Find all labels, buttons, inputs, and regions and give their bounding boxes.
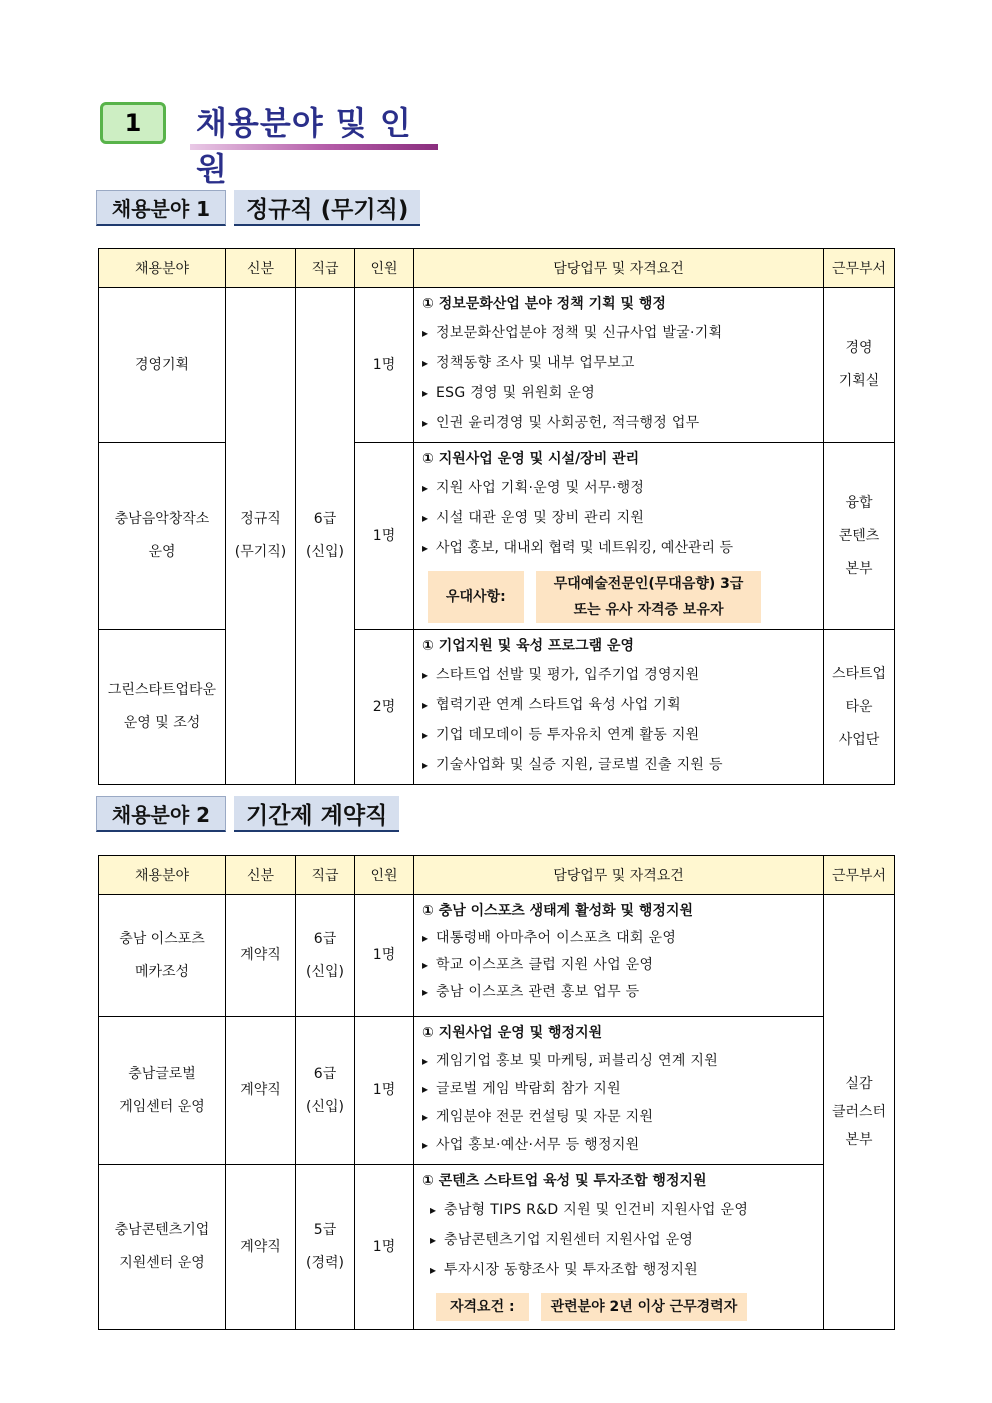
dept-cell: 실감 클러스터 본부 bbox=[824, 895, 895, 1330]
field2-heading bbox=[96, 796, 436, 832]
list-item: ▸ 사업 홍보·예산·서무 등 행정지원 bbox=[422, 1131, 817, 1159]
section-number-badge: 1 bbox=[100, 102, 166, 144]
duty-cell bbox=[414, 1017, 824, 1165]
list-item: ▸ 정보문화산업분야 정책 및 신규사업 발굴·기획 bbox=[422, 318, 817, 348]
list-item: ▸ 스타트업 선발 및 평가, 입주기업 경영지원 bbox=[422, 660, 817, 690]
list-item: ▸ 인권 윤리경영 및 사회공헌, 적극행정 업무 bbox=[422, 408, 817, 438]
header-field: 채용분야 bbox=[99, 249, 226, 288]
duty-heading: ① 정보문화산업 분야 정책 기획 및 행정 bbox=[422, 296, 666, 312]
list-item: ▸ 시설 대관 운영 및 장비 관리 지원 bbox=[422, 503, 817, 533]
status-cell: 계약직 bbox=[226, 895, 296, 1017]
table-row bbox=[99, 443, 895, 630]
field1-heading bbox=[96, 190, 436, 226]
table-header-row bbox=[99, 856, 895, 895]
header-dept: 근무부서 bbox=[824, 856, 895, 895]
table-row bbox=[99, 1017, 895, 1165]
header-dept: 근무부서 bbox=[824, 249, 895, 288]
count-cell: 1명 bbox=[355, 288, 414, 443]
header-field: 채용분야 bbox=[99, 856, 226, 895]
list-item: ▸ 대통령배 아마추어 이스포츠 대회 운영 bbox=[422, 925, 817, 952]
table-row bbox=[99, 895, 895, 1017]
count-cell: 2명 bbox=[355, 630, 414, 785]
table-header-row bbox=[99, 249, 895, 288]
list-item: ▸ 충남 이스포츠 관련 홍보 업무 등 bbox=[422, 979, 817, 1006]
header-duty: 담당업무 및 자격요건 bbox=[414, 249, 824, 288]
header-grade: 직급 bbox=[296, 249, 355, 288]
preference-label: 우대사항: bbox=[428, 571, 524, 623]
list-item: ▸ 기술사업화 및 실증 지원, 글로벌 진출 지원 등 bbox=[422, 750, 817, 780]
header-status: 신분 bbox=[226, 856, 296, 895]
list-item: ▸ 게임분야 전문 컨설팅 및 자문 지원 bbox=[422, 1103, 817, 1131]
count-cell: 1명 bbox=[355, 1017, 414, 1165]
field2-label: 채용분야 2 bbox=[96, 796, 226, 832]
duty-heading: ① 충남 이스포츠 생태계 활성화 및 행정지원 bbox=[422, 903, 694, 919]
status-cell: 정규직 (무기직) bbox=[226, 288, 296, 785]
list-item: ▸ 충남콘텐츠기업 지원센터 지원사업 운영 bbox=[422, 1225, 817, 1255]
list-item: ▸ 학교 이스포츠 클럽 지원 사업 운영 bbox=[422, 952, 817, 979]
section-heading: 채용분야 및 인원 bbox=[196, 104, 412, 188]
duty-heading: ① 기업지원 및 육성 프로그램 운영 bbox=[422, 638, 635, 654]
table-row bbox=[99, 1165, 895, 1330]
header-duty: 담당업무 및 자격요건 bbox=[414, 856, 824, 895]
header-count: 인원 bbox=[355, 856, 414, 895]
field1-label: 채용분야 1 bbox=[96, 190, 226, 226]
table-row bbox=[99, 630, 895, 785]
field-cell: 충남 이스포츠 메카조성 bbox=[99, 895, 226, 1017]
grade-cell: 6급 (신입) bbox=[296, 288, 355, 785]
field-cell: 경영기획 bbox=[99, 288, 226, 443]
field-cell: 충남글로벌 게임센터 운영 bbox=[99, 1017, 226, 1165]
list-item: ▸ 충남형 TIPS R&D 지원 및 인건비 지원사업 운영 bbox=[422, 1195, 817, 1225]
count-cell: 1명 bbox=[355, 443, 414, 630]
list-item: ▸ 지원 사업 기획·운영 및 서무·행정 bbox=[422, 473, 817, 503]
qualification-label: 자격요건 : bbox=[436, 1293, 529, 1321]
count-cell: 1명 bbox=[355, 895, 414, 1017]
duty-heading: ① 지원사업 운영 및 시설/장비 관리 bbox=[422, 451, 640, 467]
dept-cell: 경영 기획실 bbox=[824, 288, 895, 443]
field1-title: 정규직 (무기직) bbox=[234, 190, 420, 226]
field-cell: 충남콘텐츠기업 지원센터 운영 bbox=[99, 1165, 226, 1330]
qualification-box bbox=[436, 1293, 817, 1321]
field2-title: 기간제 계약직 bbox=[234, 796, 399, 832]
field1-table bbox=[98, 248, 895, 785]
status-cell: 계약직 bbox=[226, 1017, 296, 1165]
preference-text: 무대예술전문인(무대음향) 3급 또는 유사 자격증 보유자 bbox=[536, 571, 762, 623]
preference-box bbox=[428, 571, 817, 623]
field2-table bbox=[98, 855, 895, 1330]
header-status: 신분 bbox=[226, 249, 296, 288]
field-cell: 충남음악창작소 운영 bbox=[99, 443, 226, 630]
duty-heading: ① 지원사업 운영 및 행정지원 bbox=[422, 1025, 603, 1041]
dept-cell: 융합 콘텐츠 본부 bbox=[824, 443, 895, 630]
list-item: ▸ 기업 데모데이 등 투자유치 연계 활동 지원 bbox=[422, 720, 817, 750]
list-item: ▸ 글로벌 게임 박람회 참가 지원 bbox=[422, 1075, 817, 1103]
list-item: ▸ 협력기관 연계 스타트업 육성 사업 기획 bbox=[422, 690, 817, 720]
list-item: ▸ 정책동향 조사 및 내부 업무보고 bbox=[422, 348, 817, 378]
duty-cell bbox=[414, 895, 824, 1017]
header-grade: 직급 bbox=[296, 856, 355, 895]
duty-cell bbox=[414, 1165, 824, 1330]
section-title bbox=[100, 98, 440, 188]
status-cell: 계약직 bbox=[226, 1165, 296, 1330]
duty-cell bbox=[414, 288, 824, 443]
list-item: ▸ 투자시장 동향조사 및 투자조합 행정지원 bbox=[422, 1255, 817, 1285]
section-underline bbox=[190, 144, 438, 150]
duty-cell bbox=[414, 630, 824, 785]
header-count: 인원 bbox=[355, 249, 414, 288]
duty-cell bbox=[414, 443, 824, 630]
list-item: ▸ ESG 경영 및 위원회 운영 bbox=[422, 378, 817, 408]
dept-cell: 스타트업 타운 사업단 bbox=[824, 630, 895, 785]
table-row bbox=[99, 288, 895, 443]
grade-cell: 5급 (경력) bbox=[296, 1165, 355, 1330]
count-cell: 1명 bbox=[355, 1165, 414, 1330]
duty-heading: ① 콘텐츠 스타트업 육성 및 투자조합 행정지원 bbox=[422, 1173, 707, 1189]
grade-cell: 6급 (신입) bbox=[296, 895, 355, 1017]
field-cell: 그린스타트업타운 운영 및 조성 bbox=[99, 630, 226, 785]
list-item: ▸ 게임기업 홍보 및 마케팅, 퍼블리싱 연계 지원 bbox=[422, 1047, 817, 1075]
grade-cell: 6급 (신입) bbox=[296, 1017, 355, 1165]
list-item: ▸ 사업 홍보, 대내외 협력 및 네트워킹, 예산관리 등 bbox=[422, 533, 817, 563]
qualification-text: 관련분야 2년 이상 근무경력자 bbox=[541, 1293, 748, 1321]
